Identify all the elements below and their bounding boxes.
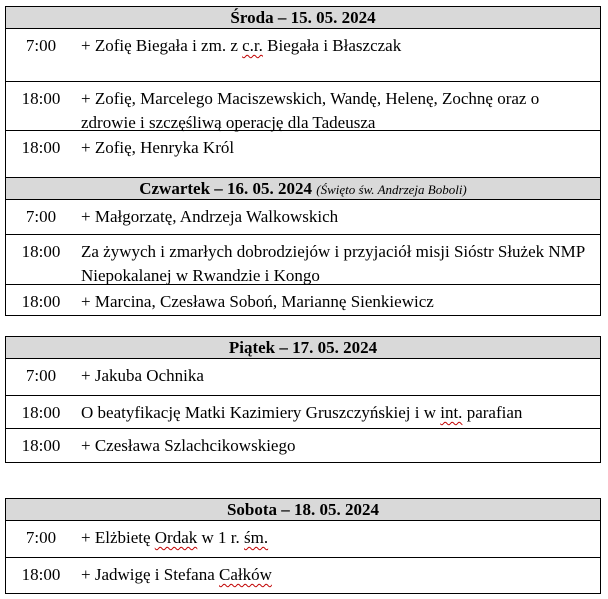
mass-time: 7:00: [25, 528, 57, 547]
mass-intention: O beatyfikację Matki Kazimiery Gruszczyńskiej i w int. parafian: [81, 403, 523, 422]
table-row: [6, 131, 600, 178]
table-row: [6, 82, 600, 131]
mass-time: 18:00: [21, 292, 61, 311]
mass-intention: + Zofię, Henryka Król: [81, 138, 235, 157]
mass-time: 18:00: [21, 565, 61, 584]
mass-intention: + Zofię Biegała i zm. z c.r. Biegała i Błaszczak: [81, 36, 402, 55]
table-row: [6, 285, 600, 315]
table-row: [6, 558, 600, 593]
schedule-table-1: [5, 6, 601, 316]
mass-time: 7:00: [25, 366, 57, 385]
mass-intention: + Małgorzatę, Andrzeja Walkowskich: [81, 207, 339, 226]
mass-time: 18:00: [21, 242, 61, 261]
day-title: Środa – 15. 05. 2024: [230, 8, 376, 27]
day-header-sroda: [6, 7, 600, 29]
mass-time: 18:00: [21, 436, 61, 455]
feast-note: (Święto św. Andrzeja Boboli): [316, 182, 467, 197]
mass-intention: + Elżbietę Ordak w 1 r. śm.: [81, 528, 269, 547]
schedule-table-2: [5, 336, 601, 463]
table-row: [6, 200, 600, 235]
table-row: [6, 235, 600, 285]
mass-time: 18:00: [21, 89, 61, 108]
mass-intention: + Jadwigę i Stefana Całków: [81, 565, 272, 584]
table-row: [6, 429, 600, 462]
day-title: Sobota – 18. 05. 2024: [226, 500, 380, 519]
day-title: Czwartek – 16. 05. 2024: [139, 179, 313, 198]
day-header-piatek: [6, 337, 600, 359]
mass-intention: + Jakuba Ochnika: [81, 366, 204, 385]
day-header-czwartek: [6, 178, 600, 200]
day-header-sobota: [6, 499, 600, 521]
mass-intention: + Marcina, Czesława Soboń, Mariannę Sienkiewicz: [81, 292, 434, 311]
table-row: [6, 359, 600, 396]
mass-intention: + Zofię, Marcelego Maciszewskich, Wandę, Helenę, Zochnę oraz o zdrowie i szczęśliwą operację dla Tadeusza: [81, 89, 540, 132]
mass-time: 18:00: [21, 138, 61, 157]
schedule-table-3: [5, 498, 601, 594]
table-row: [6, 29, 600, 82]
mass-intention: + Czesława Szlachcikowskiego: [81, 436, 296, 455]
table-row: [6, 396, 600, 429]
mass-time: 7:00: [25, 207, 57, 226]
mass-intention: Za żywych i zmarłych dobrodziejów i przyjaciół misji Sióstr Służek NMP Niepokalanej w Rwandzie i Kongo: [81, 242, 585, 285]
table-row: [6, 521, 600, 558]
day-title: Piątek – 17. 05. 2024: [228, 338, 378, 357]
mass-time: 7:00: [25, 36, 57, 55]
mass-time: 18:00: [21, 403, 61, 422]
